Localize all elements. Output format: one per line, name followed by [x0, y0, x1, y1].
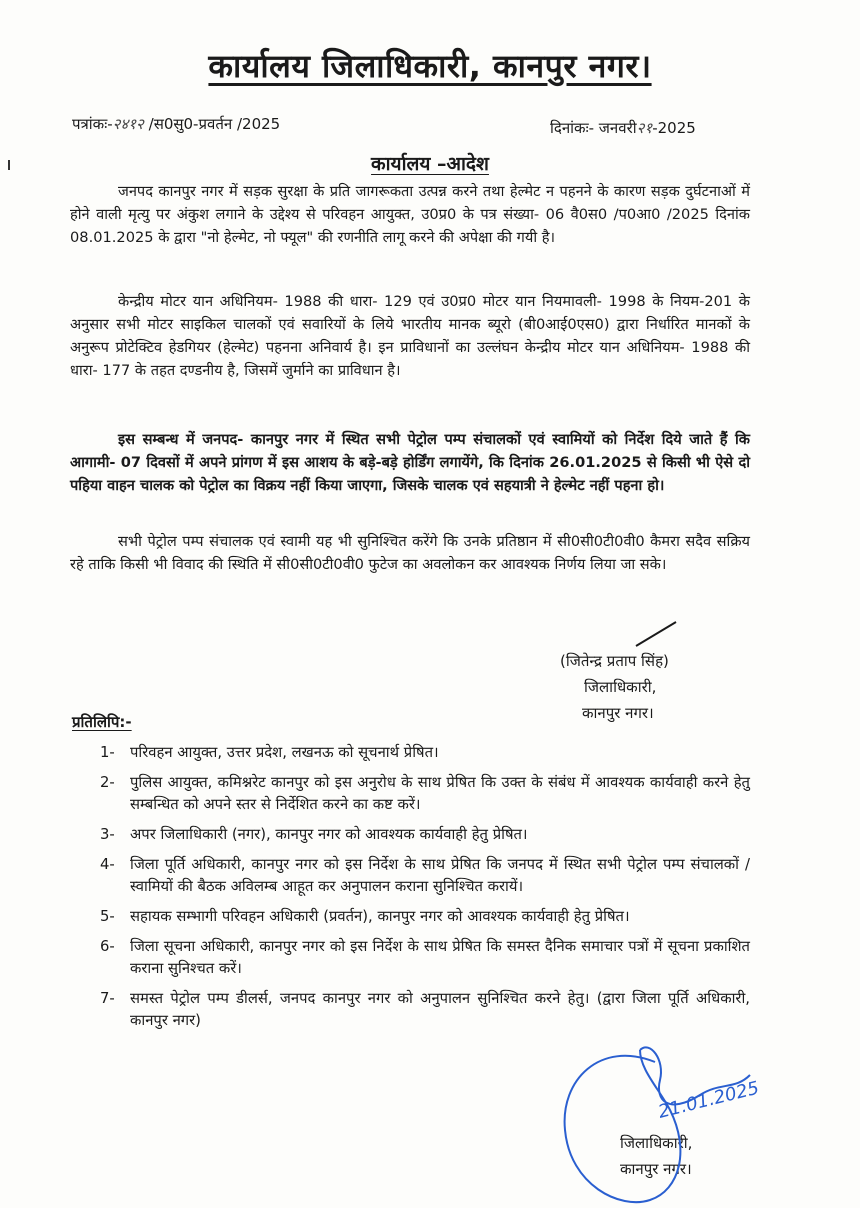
copy-item — [100, 742, 750, 764]
copy-item — [100, 772, 750, 816]
signatory-place-bottom: कानपुर नगर। — [620, 1160, 692, 1178]
signatory-place: कानपुर नगर। — [582, 704, 654, 722]
ref-suffix: /स0सु0-प्रवर्तन /2025 — [148, 115, 281, 133]
date-year: 2025 — [657, 119, 696, 137]
signatory-block-bottom — [620, 1130, 692, 1182]
paragraph-2: केन्द्रीय मोटर यान अधिनियम- 1988 की धारा- 129 एवं उ0प्र0 मोटर यान नियमावली- 1998 के नियम-201 के अनुसार सभी मोटर साइकिल चालकों एवं सवारियों के लिये भारतीय मानक ब्यूरो (बी0आई0एस0) द्वारा निर्धारित मानकों के अनुरूप प्रोटेक्टिव हेडगियर (हेल्मेट) पहनना अनिवार्य है। इन प्राविधानों का उल्लंघन केन्द्रीय मोटर यान अधिनियम- 1988 की धारा- 177 के तहत दण्डनीय है, जिसमें जुर्माने का प्राविधान है। — [70, 293, 750, 379]
copy-item-text: समस्त पेट्रोल पम्प डीलर्स, जनपद कानपुर नगर को अनुपालन सुनिश्चित करने हेतु। (द्वारा जिला पूर्ति अधिकारी, कानपुर नगर) — [130, 990, 750, 1029]
copy-list — [100, 742, 750, 1040]
signatory-designation: जिलाधिकारी, — [584, 678, 657, 696]
date-label: दिनांकः- जनवरी — [550, 119, 637, 137]
copy-item — [100, 906, 750, 928]
ref-number-handwritten: २४१२ — [112, 115, 144, 133]
reference-number — [72, 114, 280, 134]
copy-item — [100, 854, 750, 898]
copy-item-text: जिला पूर्ति अधिकारी, कानपुर नगर को इस निर्देश के साथ प्रेषित कि जनपद में स्थित सभी पेट्रोल पम्प संचालकों /स्वामियों की बैठक अविलम्ब आहूत कर अनुपालन कराना सुनिश्चित करायें। — [130, 856, 750, 895]
copy-item-number: 7- — [100, 990, 115, 1007]
copy-item-number: 5- — [100, 908, 115, 925]
signatory-name: (जितेन्द्र प्रताप सिंह) — [560, 652, 669, 670]
copy-item-number: 1- — [100, 744, 115, 761]
copy-item-text: अपर जिलाधिकारी (नगर), कानपुर नगर को आवश्यक कार्यवाही हेतु प्रेषित। — [130, 826, 528, 843]
top-signature-stroke — [636, 622, 676, 646]
blue-signature-tail — [640, 1047, 750, 1104]
copy-item-number: 6- — [100, 938, 115, 955]
date-line: दिनांकः- जनवरी२१-2025 — [550, 119, 696, 137]
date-day-handwritten: २१ — [636, 119, 653, 137]
copy-item — [100, 824, 750, 846]
ref-label: पत्रांकः- — [72, 115, 113, 133]
copy-item-text: पुलिस आयुक्त, कमिश्नरेट कानपुर को इस अनुरोध के साथ प्रेषित कि उक्त के संबंध में आवश्यक कार्यवाही करने हेतु सम्बन्धित को अपने स्तर से निर्देशित करने का कष्ट करें। — [130, 774, 750, 813]
paragraph-3: इस सम्बन्ध में जनपद- कानपुर नगर में स्थित सभी पेट्रोल पम्प संचालकों एवं स्वामियों को निर्देश दिये जाते हैं कि आगामी- 07 दिवसों में अपने प्रांगण में इस आशय के बड़े-बड़े होर्डिंग लगायेंगे, कि दिनांक 26.01.2025 से किसी भी ऐसे दो पहिया वाहन चालक को पेट्रोल का विक्रय नहीं किया जाएगा, जिसके चालक एवं सहयात्री ने हेल्मेट नहीं पहना हो। — [70, 431, 750, 494]
signatory-block-top — [560, 648, 669, 726]
paragraph-4: सभी पेट्रोल पम्प संचालक एवं स्वामी यह भी सुनिश्चित करेंगे कि उनके प्रतिष्ठान में सी0सी0टी0वी0 कैमरा सदैव सक्रिय रहे ताकि किसी भी विवाद की स्थिति में सी0सी0टी0वी0 फुटेज का अवलोकन कर आवश्यक निर्णय लिया जा सके। — [70, 533, 750, 573]
handwritten-date: 21.01.2025 — [656, 1077, 762, 1123]
page-title: कार्यालय जिलाधिकारी, कानपुर नगर। — [208, 47, 652, 85]
paragraph-1: जनपद कानपुर नगर में सड़क सुरक्षा के प्रति जागरूकता उत्पन्न करने तथा हेल्मेट न पहनने के कारण सड़क दुर्घटनाओं में होने वाली मृत्यु पर अंकुश लगाने के उद्देश्य से परिवहन आयुक्त, उ0प्र0 के पत्र संख्या- 06 वै0स0 /प0आ0 /2025 दिनांक 08.01.2025 के द्वारा "नो हेल्मेट, नो फ्यूल" की रणनीति लागू करने की अपेक्षा की गयी है। — [70, 183, 750, 246]
signatory-designation-bottom: जिलाधिकारी, — [620, 1134, 693, 1152]
copy-item — [100, 936, 750, 980]
copy-item-text: जिला सूचना अधिकारी, कानपुर नगर को इस निर्देश के साथ प्रेषित कि समस्त दैनिक समाचार पत्रों में सूचना प्रकाशित कराना सुनिश्चत करें। — [130, 938, 750, 977]
copy-item-number: 2- — [100, 774, 115, 791]
copy-heading: प्रतिलिपि:- — [72, 713, 132, 731]
copy-item-text: परिवहन आयुक्त, उत्तर प्रदेश, लखनऊ को सूचनार्थ प्रेषित। — [130, 744, 439, 761]
copy-item — [100, 988, 750, 1032]
copy-item-number: 3- — [100, 826, 115, 843]
copy-item-text: सहायक सम्भागी परिवहन अधिकारी (प्रवर्तन), कानपुर नगर को आवश्यक कार्यवाही हेतु प्रेषित। — [130, 908, 630, 925]
order-subtitle: कार्यालय –आदेश — [371, 153, 489, 175]
copy-item-number: 4- — [100, 856, 115, 873]
